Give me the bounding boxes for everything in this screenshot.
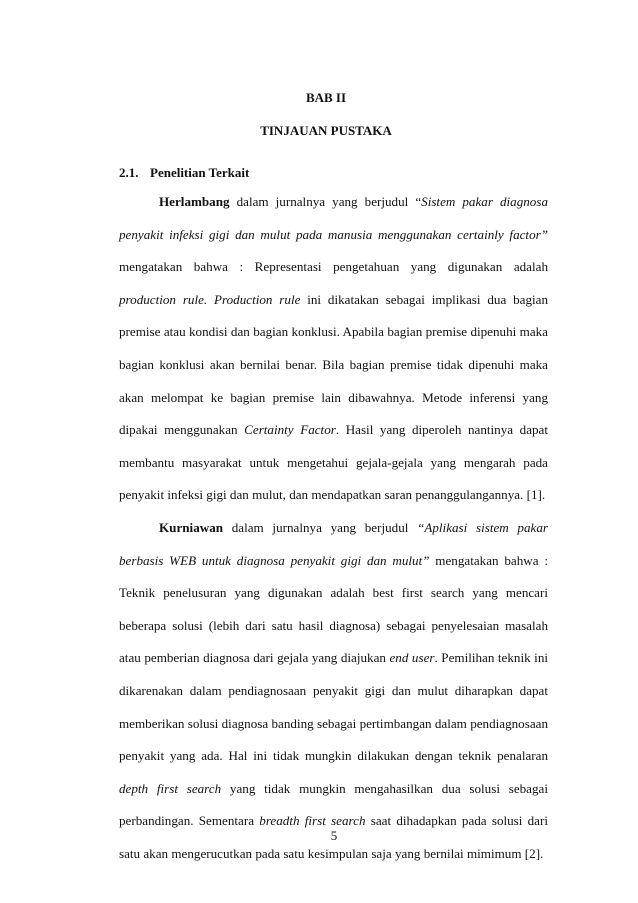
paragraph-text: dalam jurnalnya yang berjudul xyxy=(223,519,418,535)
author-name: Herlambang xyxy=(159,194,230,209)
paragraph-text: . Hasil yang diperoleh nantinya dapat membantu masyarakat untuk mengetahui gejala-gejala yang mengarah pada penyakit infeksi gigi dan mulut, dan mendapatkan saran penanggulangannya. [1]. xyxy=(119,422,548,503)
journal-title: Sistem pakar diagnosa penyakit infeksi gigi dan mulut pada manusia menggunakan certainly factor” xyxy=(119,194,549,242)
journal-title: “Aplikasi sistem pakar berbasis WEB untuk diagnosa penyakit gigi dan mulut” xyxy=(119,519,548,568)
italic-term: production rule. Production rule xyxy=(119,291,301,307)
chapter-title: TINJAUAN PUSTAKA xyxy=(260,123,392,138)
italic-term: Certainty Factor xyxy=(244,422,336,438)
paragraph-herlambang xyxy=(119,186,548,512)
section-number: 2.1. xyxy=(119,165,139,180)
paragraph-text: saat dihadapkan pada solusi dari satu akan mengerucutkan pada satu kesimpulan saja yang bernilai mimimum [2]. xyxy=(119,813,548,861)
paragraph-kurniawan xyxy=(119,512,548,871)
italic-term: depth first search xyxy=(119,780,222,796)
author-name: Kurniawan xyxy=(159,519,224,535)
paragraph-text: ini dikatakan sebagai implikasi dua bagian premise atau kondisi dan bagian konklusi. Apabila bagian premise dipenuhi maka bagian konklusi akan bernilai benar. Bila bagian premise tidak dipenuhi maka akan melompat ke bagian premise lain dibawahnya. Metode inferensi yang dipakai menggunakan xyxy=(119,291,549,438)
section-title: Penelitian Terkait xyxy=(150,165,250,180)
italic-term: breadth first search xyxy=(259,813,366,829)
chapter-number: BAB II xyxy=(305,90,347,105)
paragraph-text: . Pemilihan teknik ini dikarenakan dalam pendiagnosaan penyakit gigi dan mulut diharapkan dapat memberikan solusi diagnosa banding sebagai pertimbangan dalam pendiagnosaan penyakit yang ada. Hal ini tidak mungkin dilakukan dengan teknik penalaran xyxy=(119,650,548,764)
page-number: 5 xyxy=(330,828,338,843)
italic-term: end user xyxy=(389,650,435,666)
paragraph-text: yang tidak mungkin mengahasilkan dua solusi sebagai perbandingan. Sementara xyxy=(119,780,548,829)
paragraph-text: mengatakan bahwa : Representasi pengetahuan yang digunakan adalah xyxy=(119,259,548,275)
body-text xyxy=(119,186,548,870)
paragraph-text: mengatakan bahwa : Teknik penelusuran yang digunakan adalah best first search yang mencari beberapa solusi (lebih dari satu hasil diagnosa) sebagai penyelesaian masalah atau pemberian diagnosa dari gejala yang diajukan xyxy=(119,552,548,666)
section-heading xyxy=(119,165,249,181)
paragraph-text: dalam jurnalnya yang berjudul “ xyxy=(229,194,422,209)
